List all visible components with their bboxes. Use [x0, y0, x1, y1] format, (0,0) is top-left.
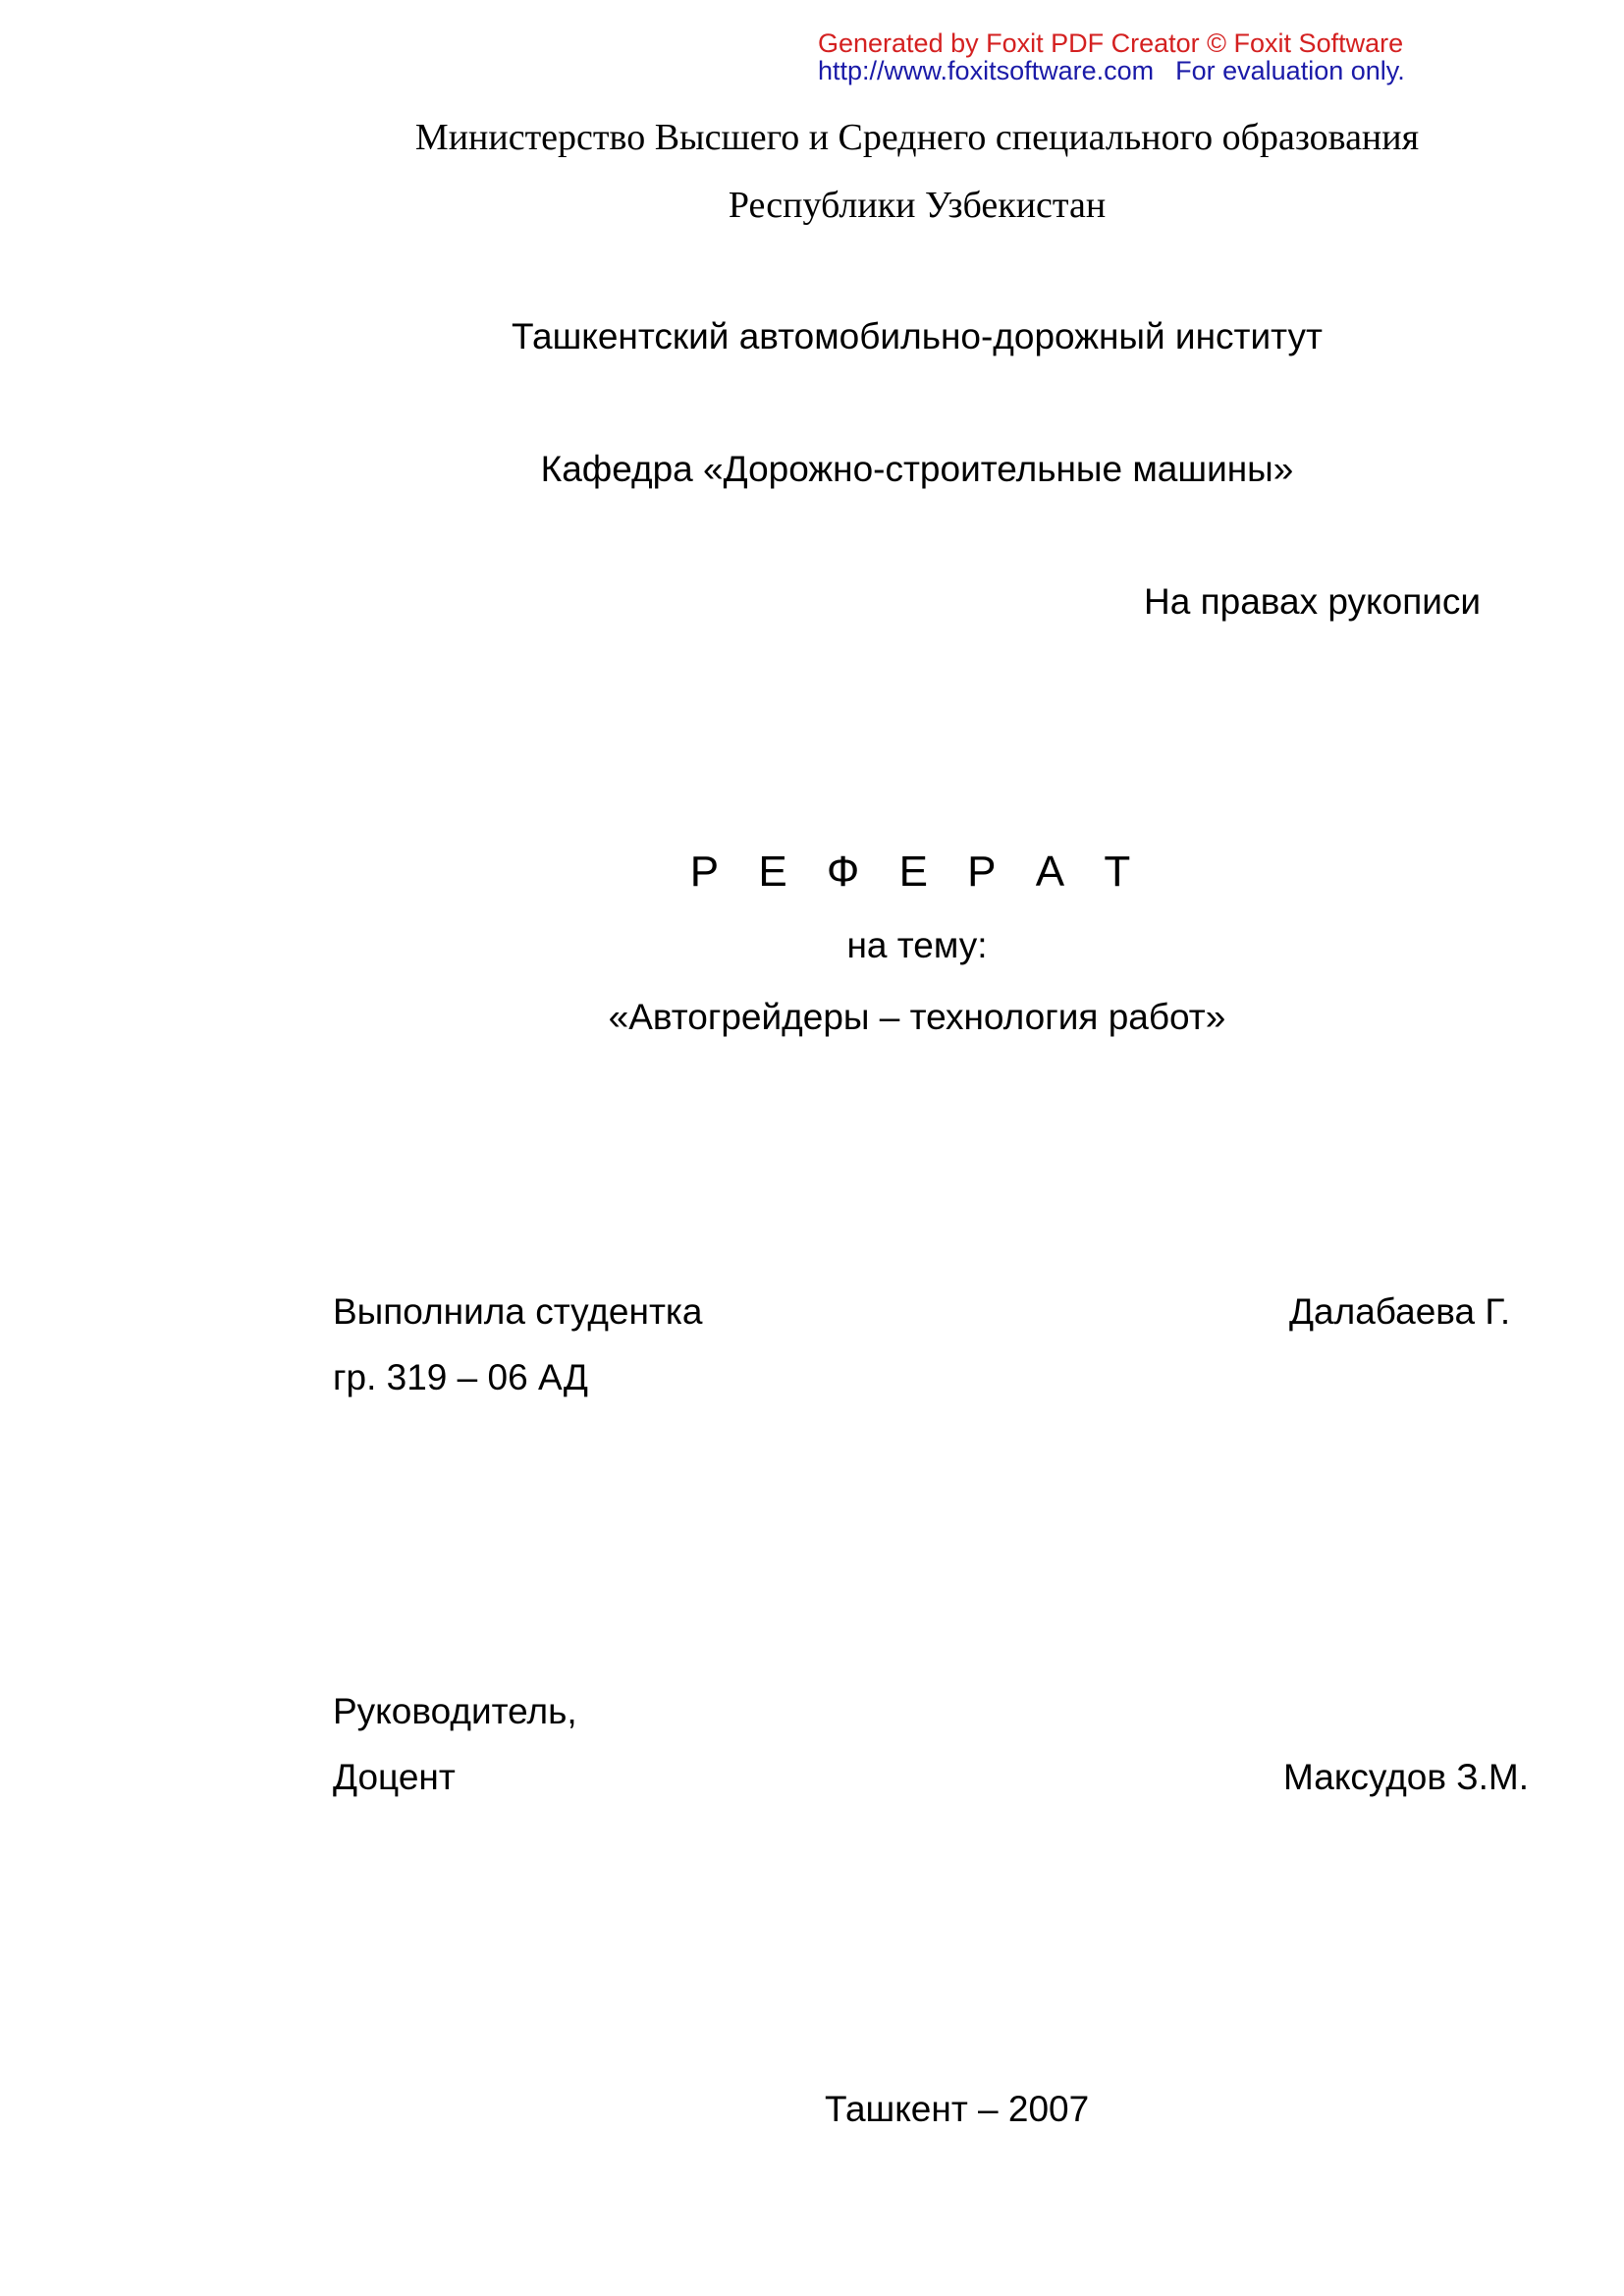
- watermark-generated-by: Generated by Foxit PDF Creator © Foxit Software: [818, 28, 1404, 58]
- watermark-url-line: [818, 57, 1405, 84]
- supervisor-name: Максудов З.М.: [1283, 1757, 1530, 1797]
- foxit-watermark: [818, 29, 1405, 84]
- subject-prefix: на тему:: [846, 925, 988, 965]
- author-label: Выполнила студентка: [333, 1291, 703, 1332]
- institute-name: Ташкентский автомобильно-дорожный институт: [512, 316, 1323, 356]
- watermark-url: http://www.foxitsoftware.com: [818, 56, 1155, 85]
- watermark-evaluation-note: For evaluation only.: [1175, 56, 1405, 85]
- author-group: гр. 319 – 06 АД: [333, 1357, 588, 1397]
- supervisor-label: Руководитель,: [333, 1691, 577, 1731]
- topic-title: «Автогрейдеры – технология работ»: [608, 997, 1226, 1037]
- author-name: Далабаева Г.: [1289, 1291, 1511, 1332]
- ministry-line-2: Республики Узбекистан: [728, 185, 1107, 226]
- manuscript-note: На правах рукописи: [1144, 581, 1482, 622]
- ministry-line-1: Министерство Высшего и Среднего специального образования: [414, 117, 1420, 158]
- department-name: Кафедра «Дорожно-строительные машины»: [540, 449, 1294, 489]
- supervisor-position: Доцент: [333, 1757, 456, 1797]
- document-type-title: Р Е Ф Е Р А Т: [689, 847, 1145, 896]
- city-year: Ташкент – 2007: [825, 2089, 1090, 2129]
